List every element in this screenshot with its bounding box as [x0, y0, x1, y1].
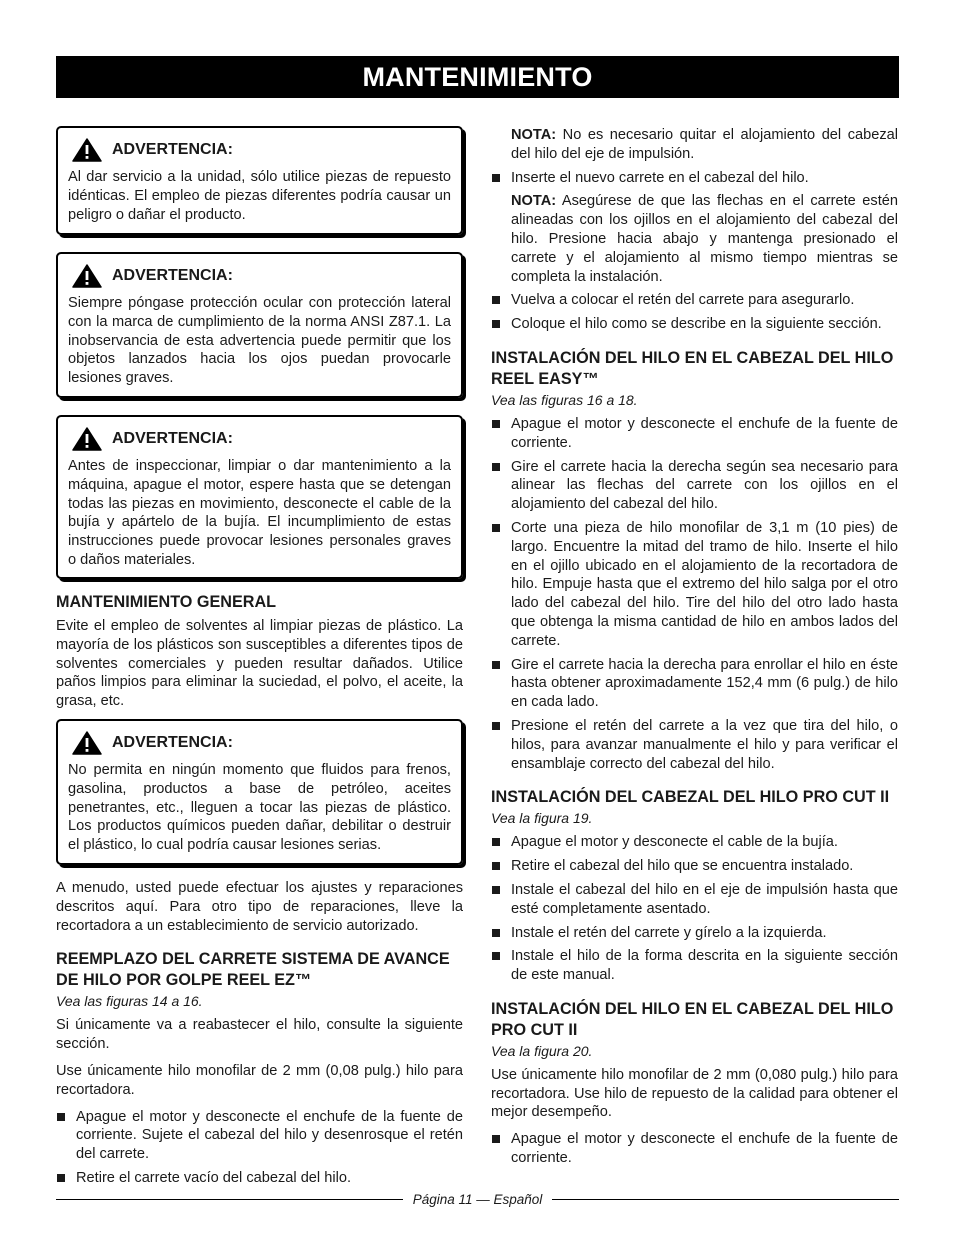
bullet-square-icon: [492, 862, 500, 870]
list-item: Gire el carrete hacia la derecha según sea necesario para alinear las flechas del carrete con los ojillos en el alojamiento del cabezal del hilo.: [491, 458, 898, 514]
section-heading: INSTALACIÓN DEL HILO EN EL CABEZAL DEL HILO PRO CUT II: [491, 999, 894, 1039]
warning-text: Siempre póngase protección ocular con protección lateral con la marca de cumplimiento de la norma ANSI Z87.1. La inobservancia de esta advertencia puede permitir que los objetos lanzados hacia los ojos puedan provocarle lesiones graves.: [68, 295, 451, 387]
warning-box: [56, 415, 463, 579]
step-list: [491, 1130, 898, 1168]
list-item: Retire el cabezal del hilo que se encuentra instalado.: [491, 857, 898, 876]
list-item: Presione el retén del carrete a la vez que tira del hilo, o hilos, para avanzar manualmente el hilo y para verificar el ensamblaje correcto del cabezal del hilo.: [491, 717, 898, 773]
page-number: Página 11 — Español: [412, 1191, 543, 1207]
figure-reference: Vea las figuras 16 a 18.: [491, 391, 638, 408]
section-heading: INSTALACIÓN DEL HILO EN EL CABEZAL DEL HILO REEL EASY™: [491, 348, 894, 388]
footer-rule: [552, 1199, 899, 1200]
bullet-square-icon: [492, 320, 500, 328]
bullet-square-icon: [492, 661, 500, 669]
list-item: Retire el carrete vacío del cabezal del hilo.: [56, 1169, 463, 1188]
bullet-square-icon: [492, 838, 500, 846]
list-item: Instale el retén del carrete y gírelo a la izquierda.: [491, 924, 898, 943]
list-item: Gire el carrete hacia la derecha para enrollar el hilo en éste hasta obtener aproximadamente 152,4 mm (6 pulg.) de hilo en cada lado.: [491, 656, 898, 712]
list-item: Corte una pieza de hilo monofilar de 3,1 m (10 pies) de largo. Encuentre la mitad del tramo de hilo. Inserte el hilo en el ojillo ubicado en el alojamiento de la recortadora de hilo. Empuje hasta que el extremo del hilo salga por el otro lado del cabezal del hilo. Tire del hilo del otro lado hasta que obtenga la misma cantidad de hilo en ambos lados del carrete.: [491, 519, 898, 651]
warning-title: ADVERTENCIA:: [112, 141, 233, 158]
warning-text: Antes de inspeccionar, limpiar o dar mantenimiento a la máquina, apague el motor, espere hasta que se detengan todas las piezas en movimiento, desconecte el cable de la bujía y apártelo de la bujía. El incumplimiento de estas instrucciones puede provocar lesiones personales graves o daños materiales.: [68, 458, 451, 568]
bullet-square-icon: [492, 296, 500, 304]
paragraph: Si únicamente va a reabastecer el hilo, consulte la siguiente sección.: [56, 1017, 463, 1053]
list-item: Inserte el nuevo carrete en el cabezal del hilo.: [491, 169, 898, 188]
page-footer: [56, 1189, 899, 1209]
step-list: [56, 1108, 463, 1188]
bullet-square-icon: [492, 174, 500, 182]
paragraph: Use únicamente hilo monofilar de 2 mm (0,08 pulg.) hilo para recortadora.: [56, 1062, 463, 1098]
warning-box: [56, 252, 463, 398]
bullet-square-icon: [492, 929, 500, 937]
bullet-square-icon: [57, 1113, 65, 1121]
left-column: [56, 126, 463, 1193]
bullet-square-icon: [492, 463, 500, 471]
section-heading: INSTALACIÓN DEL CABEZAL DEL HILO PRO CUT II: [491, 788, 890, 807]
bullet-square-icon: [492, 524, 500, 532]
bullet-square-icon: [492, 1135, 500, 1143]
figure-reference: Vea la figura 19.: [491, 810, 593, 827]
bullet-square-icon: [492, 886, 500, 894]
figure-reference: Vea la figura 20.: [491, 1042, 593, 1059]
list-item: Apague el motor y desconecte el enchufe de la fuente de corriente.: [491, 1130, 898, 1168]
list-item: Coloque el hilo como se describe en la siguiente sección.: [491, 315, 898, 334]
paragraph: Use únicamente hilo monofilar de 2 mm (0,080 pulg.) hilo para recortadora. Use hilo de repuesto de la calidad para obtener el mejor desempeño.: [491, 1066, 898, 1121]
section-heading: REEMPLAZO DEL CARRETE SISTEMA DE AVANCE DE HILO POR GOLPE REEL EZ™: [56, 950, 450, 990]
list-item: Instale el cabezal del hilo en el eje de impulsión hasta que esté completamente asentado.: [491, 881, 898, 919]
right-column: [491, 126, 898, 1173]
list-item: Apague el motor y desconecte el enchufe de la fuente de corriente. Sujete el cabezal del hilo y desenrosque el retén del carrete.: [56, 1108, 463, 1164]
warning-text: No permita en ningún momento que fluidos para frenos, gasolina, productos a base de petróleo, aceites penetrantes, etc., lleguen a tocar las piezas de plástico. Los productos químicos pueden dañar, debilitar o destruir el plástico, lo cual podría causar lesiones serias.: [68, 761, 451, 854]
bullet-square-icon: [57, 1174, 65, 1182]
step-list: [491, 291, 898, 334]
step-list: [491, 415, 898, 773]
warning-triangle-icon: [72, 731, 102, 755]
warning-triangle-icon: [72, 138, 102, 162]
figure-reference: Vea las figuras 14 a 16.: [56, 993, 203, 1010]
warning-title: ADVERTENCIA:: [112, 267, 233, 284]
paragraph: A menudo, usted puede efectuar los ajustes y reparaciones descritos aquí. Para otro tipo de reparaciones, lleve la recortadora a un establecimiento de servicio autorizado.: [56, 879, 463, 934]
warning-title: ADVERTENCIA:: [112, 430, 233, 447]
bullet-square-icon: [492, 722, 500, 730]
warning-title: ADVERTENCIA:: [112, 733, 233, 751]
note: NOTA: Asegúrese de que las flechas en el carrete estén alineadas con los ojillos en el alojamiento del cabezal del hilo. Presione hacia abajo y mantenga presionado el carrete y el alojamiento al mismo tiempo mientras se completa la instalación.: [511, 193, 898, 285]
warning-triangle-icon: [72, 264, 102, 288]
warning-box: [56, 126, 463, 235]
list-item: Vuelva a colocar el retén del carrete para asegurarlo.: [491, 291, 898, 310]
paragraph: Evite el empleo de solventes al limpiar piezas de plástico. La mayoría de los plásticos son susceptibles a diferentes tipos de solventes comerciales y pueden resultar dañados. Utilice paños limpios para eliminar la suciedad, el polvo, el aceite, la grasa, etc.: [56, 618, 463, 710]
warning-text: Al dar servicio a la unidad, sólo utilice piezas de repuesto idénticas. El empleo de piezas diferentes podría causar un peligro o dañar el producto.: [68, 169, 451, 223]
list-item: Apague el motor y desconecte el enchufe de la fuente de corriente.: [491, 415, 898, 453]
warning-triangle-icon: [72, 427, 102, 451]
bullet-square-icon: [492, 420, 500, 428]
page-title: MANTENIMIENTO: [56, 56, 899, 98]
section-heading: MANTENIMIENTO GENERAL: [56, 593, 277, 611]
warning-box: [56, 719, 463, 865]
bullet-square-icon: [492, 952, 500, 960]
list-item: Apague el motor y desconecte el cable de la bujía.: [491, 833, 898, 852]
footer-rule: [56, 1199, 403, 1200]
step-list: [491, 833, 898, 985]
note: NOTA: No es necesario quitar el alojamiento del cabezal del hilo del eje de impulsión.: [511, 127, 898, 162]
list-item: Instale el hilo de la forma descrita en la siguiente sección de este manual.: [491, 947, 898, 985]
step-list: [491, 169, 898, 188]
